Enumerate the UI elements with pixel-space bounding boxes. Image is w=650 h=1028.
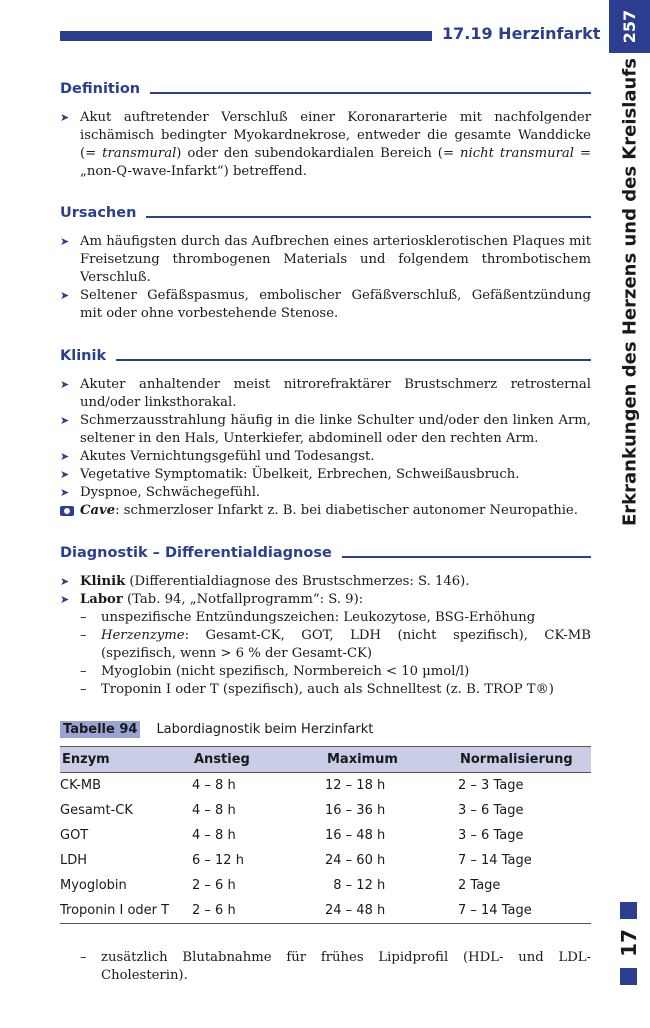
- table-caption: [60, 721, 373, 738]
- section-header-title: 17.19 Herzinfarkt: [442, 24, 601, 43]
- section-definition: [60, 77, 591, 181]
- table-row: [60, 798, 591, 823]
- klinik-label: Klinik: [80, 574, 126, 589]
- chapter-marker-bottom: [620, 968, 637, 985]
- list-item: ➤ Am häufigsten durch das Aufbrechen eines arteriosklerotischen Plaques mit Freisetzung thrombogenen Materials und folgendem thrombotischem Verschluß.: [60, 233, 591, 287]
- text-run: ) oder den subendokardialen Bereich (=: [176, 146, 460, 161]
- table-cell: Gesamt-CK: [60, 803, 133, 818]
- list-item: [60, 663, 591, 681]
- list-item: [60, 109, 591, 181]
- table-header-cell: Normalisierung: [458, 747, 591, 773]
- chapter-number: 17: [617, 929, 641, 957]
- section-rule: [150, 92, 591, 94]
- table-cell: 7 – 14 Tage: [458, 898, 591, 924]
- table-cell: 4 – 8 h: [192, 778, 236, 793]
- section-title: Klinik: [60, 348, 107, 364]
- list-item: ➤ Dyspnoe, Schwächegefühl.: [60, 484, 591, 502]
- text-run: Myoglobin (nicht spezifisch, Normbereich < 10 µmol/l): [101, 664, 470, 679]
- italic-term: transmural: [102, 146, 177, 161]
- table-row: [60, 773, 591, 799]
- section-title: Definition: [60, 81, 141, 97]
- cave-note: [60, 502, 591, 520]
- table-cell: 4 – 8 h: [192, 828, 236, 843]
- table-cell: LDH: [60, 853, 88, 868]
- table-body: [60, 773, 591, 924]
- labor-sub-list: [60, 609, 591, 699]
- table-cell: Myoglobin: [60, 878, 127, 893]
- eye-icon: [60, 506, 74, 516]
- table-row: [60, 848, 591, 873]
- labor-label: Labor: [80, 592, 123, 607]
- table-cell: 2 Tage: [458, 878, 501, 893]
- list-item: ➤ Klinik (Differentialdiagnose des Brustschmerzes: S. 146).: [60, 573, 591, 591]
- table-row: [60, 873, 591, 898]
- table-cell: 6 – 12 h: [192, 853, 244, 868]
- table-cell: GOT: [60, 828, 89, 843]
- table-cell: Troponin I oder T: [60, 898, 192, 924]
- table-cell: 8 – 12 h: [325, 878, 386, 893]
- section-ursachen: [60, 201, 591, 323]
- table-caption-text: Labordiagnostik beim Herzinfarkt: [156, 722, 374, 737]
- footer-note: [60, 949, 591, 985]
- table-row: [60, 823, 591, 848]
- table-cell: 3 – 6 Tage: [458, 828, 524, 843]
- section-rule: [342, 556, 591, 558]
- table-cell: 2 – 6 h: [192, 878, 236, 893]
- list-item: ➤ Akutes Vernichtungsgefühl und Todesangst.: [60, 448, 591, 466]
- list-item: ➤ Labor (Tab. 94, „Notfallprogramm“: S. 9):: [60, 591, 591, 609]
- cave-text: : schmerzloser Infarkt z. B. bei diabetischer autonomer Neuropathie.: [115, 503, 578, 518]
- table-label: Tabelle 94: [60, 721, 140, 738]
- definition-list: [60, 109, 591, 181]
- table-cell: 24 – 60 h: [325, 853, 386, 868]
- table-header-cell: Maximum: [325, 747, 458, 773]
- section-diagnostik: [60, 541, 591, 699]
- lab-table: [60, 746, 591, 924]
- text-run: unspezifische Entzündungszeichen: Leukozytose, BSG-Erhöhung: [101, 610, 536, 625]
- table-cell: 12 – 18 h: [325, 778, 386, 793]
- table-cell: 3 – 6 Tage: [458, 803, 524, 818]
- chapter-side-tab: [610, 58, 650, 526]
- section-rule: [146, 216, 591, 218]
- table-cell: 2 – 6 h: [192, 898, 325, 924]
- page-number: 257: [620, 9, 639, 44]
- table-cell: CK-MB: [60, 778, 102, 793]
- diagnostik-list: [60, 573, 591, 609]
- table-row: [60, 898, 591, 924]
- table-cell: 16 – 48 h: [325, 828, 386, 843]
- italic-term: Herzenzyme: [101, 628, 185, 643]
- chapter-marker-top: [620, 902, 637, 919]
- table-header-cell: Anstieg: [192, 747, 325, 773]
- section-title: Ursachen: [60, 205, 137, 221]
- list-item: [60, 627, 591, 663]
- chapter-title: Erkrankungen des Herzens und des Kreislaufs: [619, 58, 641, 526]
- text-run: Akut auftretender Verschluß einer Koronararterie mit nachfolgender ischämisch bedingter Myokardnekrose, entweder die gesamte Wanddicke (=: [80, 110, 591, 161]
- table-cell: 7 – 14 Tage: [458, 853, 532, 868]
- list-item: [60, 681, 591, 699]
- table-cell: 2 – 3 Tage: [458, 778, 524, 793]
- text-run: Troponin I oder T (spezifisch), auch als Schnelltest (z. B. TROP T®): [101, 682, 554, 697]
- list-item: ➤ Vegetative Symptomatik: Übelkeit, Erbrechen, Schweißausbruch.: [60, 466, 591, 484]
- list-item: – zusätzlich Blutabnahme für frühes Lipidprofil (HDL- und LDL-Cholesterin).: [60, 949, 591, 985]
- klinik-list: [60, 376, 591, 520]
- table-cell: 16 – 36 h: [325, 803, 386, 818]
- ursachen-list: [60, 233, 591, 323]
- text-run: = „non-Q-wave-Infarkt“) betreffend.: [80, 146, 591, 179]
- list-item: ➤ Schmerzausstrahlung häufig in die linke Schulter und/oder den linken Arm, seltener in den Hals, Unterkiefer, abdominell oder den rechten Arm.: [60, 412, 591, 448]
- list-item: ➤ Seltener Gefäßspasmus, embolischer Gefäßverschluß, Gefäßentzündung mit oder ohne vorbestehende Stenose.: [60, 287, 591, 323]
- header-bar: [60, 31, 432, 41]
- table-cell: 24 – 48 h: [325, 898, 458, 924]
- section-klinik: [60, 344, 591, 520]
- page-number-tab: [609, 0, 650, 53]
- italic-term: nicht transmural: [459, 146, 574, 161]
- table-cell: 4 – 8 h: [192, 803, 236, 818]
- table-header-row: [60, 747, 591, 773]
- list-item: ➤ Akuter anhaltender meist nitrorefraktärer Brustschmerz retrosternal und/oder linksthorakal.: [60, 376, 591, 412]
- list-item: [60, 609, 591, 627]
- text-run: : Gesamt-CK, GOT, LDH (nicht spezifisch), CK-MB (spezifisch, wenn > 6 % der Gesamt-CK): [101, 628, 591, 661]
- cave-label: Cave: [80, 503, 116, 518]
- section-title: Diagnostik – Differentialdiagnose: [60, 545, 332, 561]
- table-header-cell: Enzym: [60, 747, 192, 773]
- section-rule: [116, 359, 591, 361]
